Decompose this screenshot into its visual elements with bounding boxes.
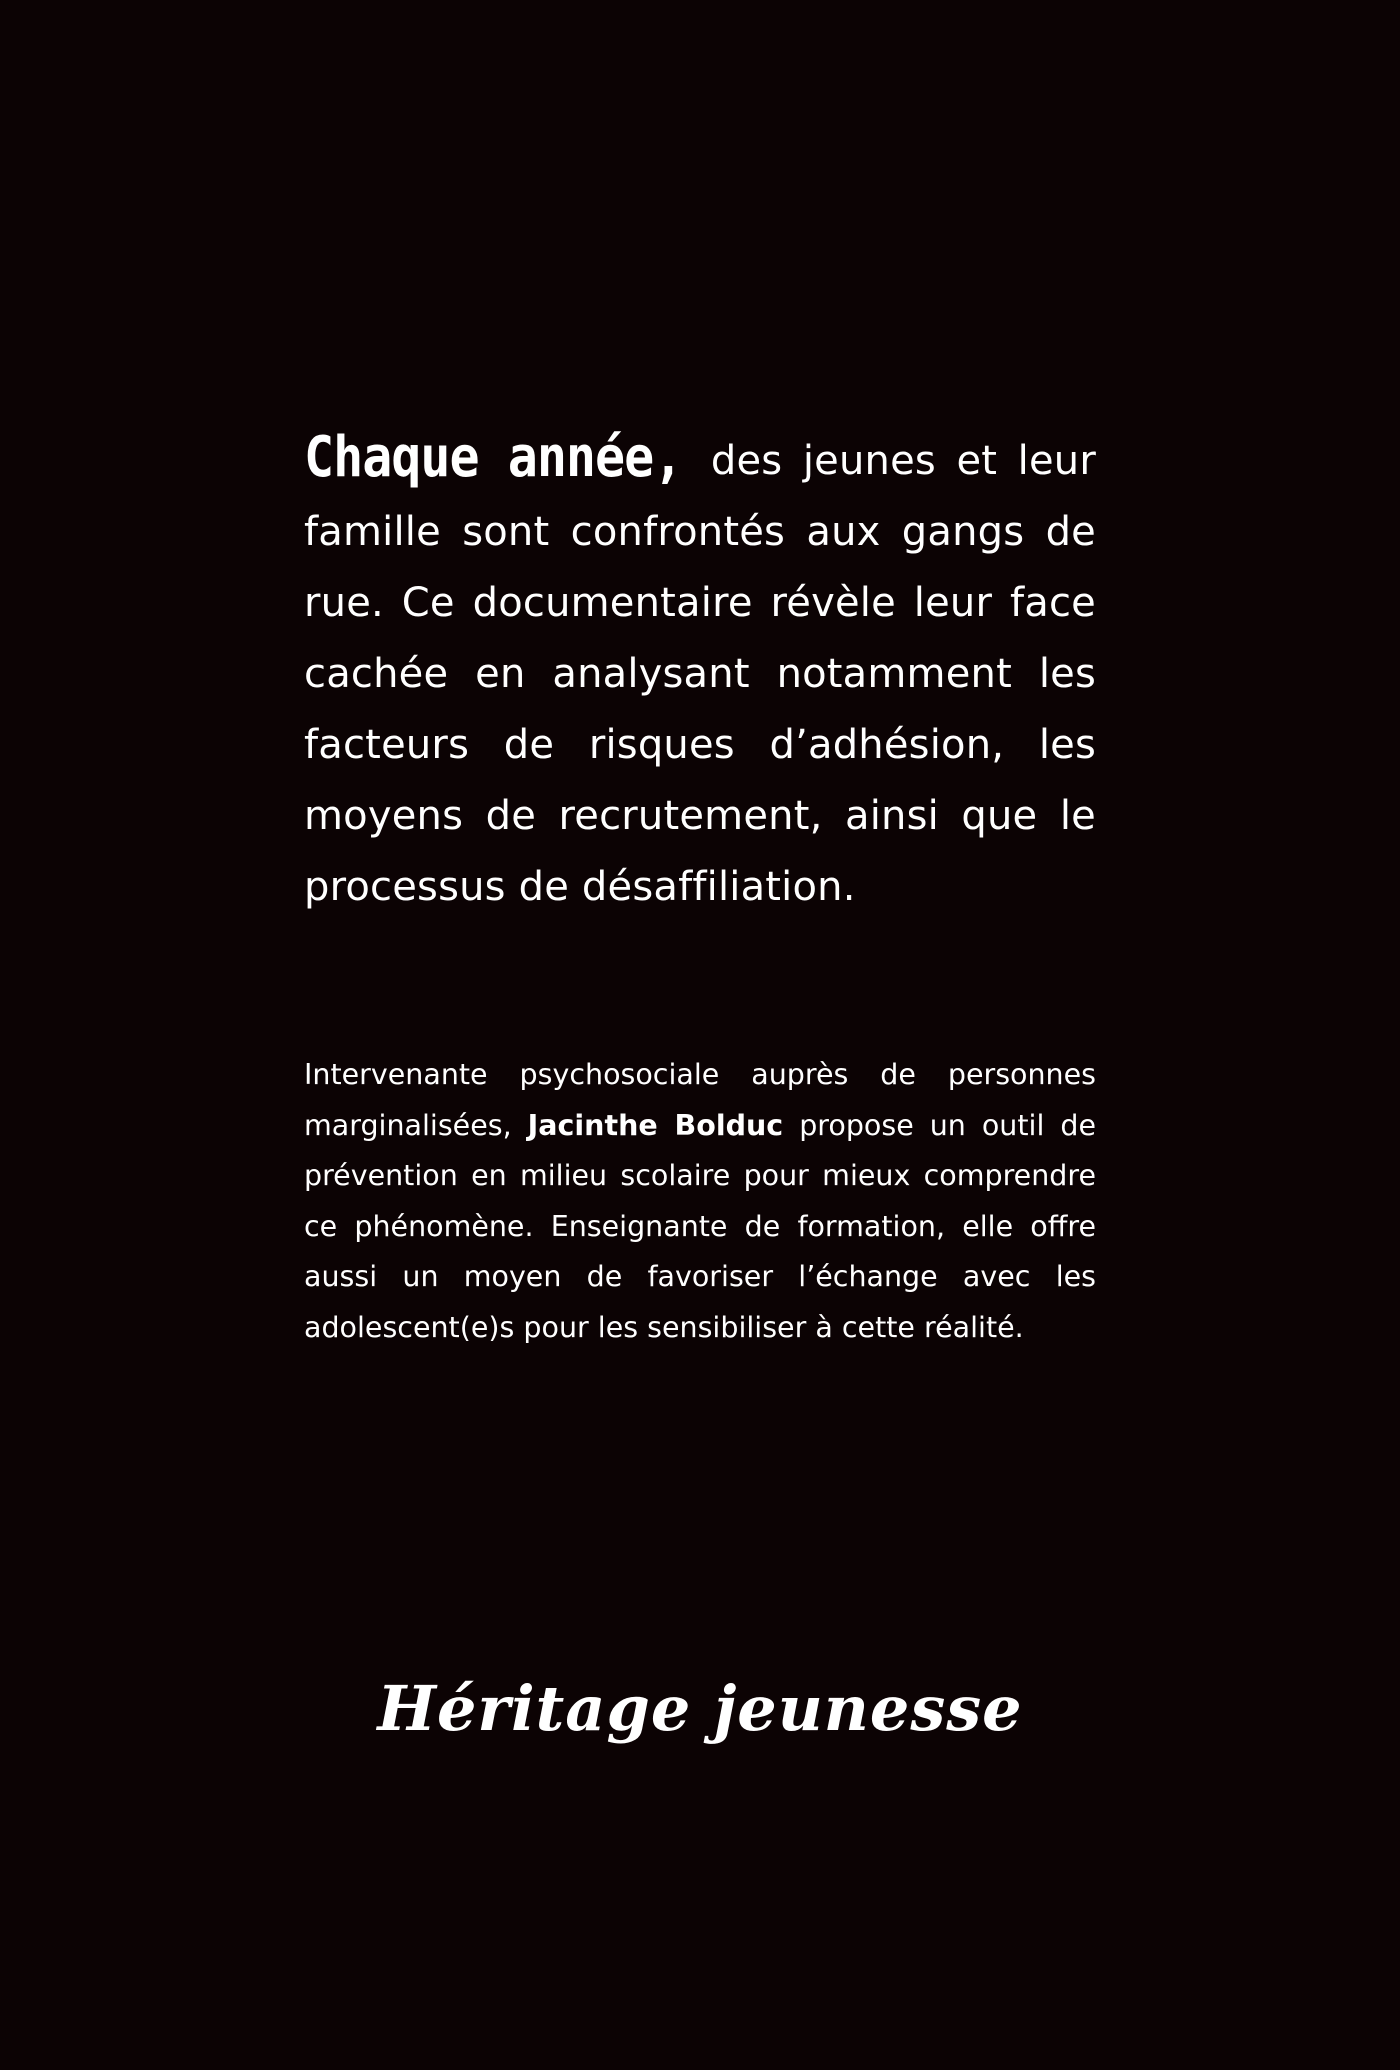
lead-display-phrase: Chaque année, — [304, 424, 683, 490]
lead-paragraph — [304, 422, 1096, 923]
publisher-logo: Héritage jeunesse — [377, 1672, 1023, 1745]
bio-text-before: Intervenante psychosociale auprès de personnes marginalisées, — [304, 1058, 1096, 1142]
author-name: Jacinthe Bolduc — [527, 1108, 784, 1142]
lead-text: des jeunes et leur famille sont confrontés aux gangs de rue. Ce documentaire révèle leur face cachée en analysant notamment les facteurs de risques d’adhésion, les moyens de recrutement, ainsi que le processus de désaffiliation. — [304, 438, 1096, 910]
author-bio-paragraph — [304, 1050, 1096, 1353]
bio-text-after: propose un outil de prévention en milieu scolaire pour mieux comprendre ce phénomène. Enseignante de formation, elle offre aussi un moyen de favoriser l’échange avec les adolescent(e)s pour les sensibiliser à cette réalité. — [304, 1108, 1096, 1344]
